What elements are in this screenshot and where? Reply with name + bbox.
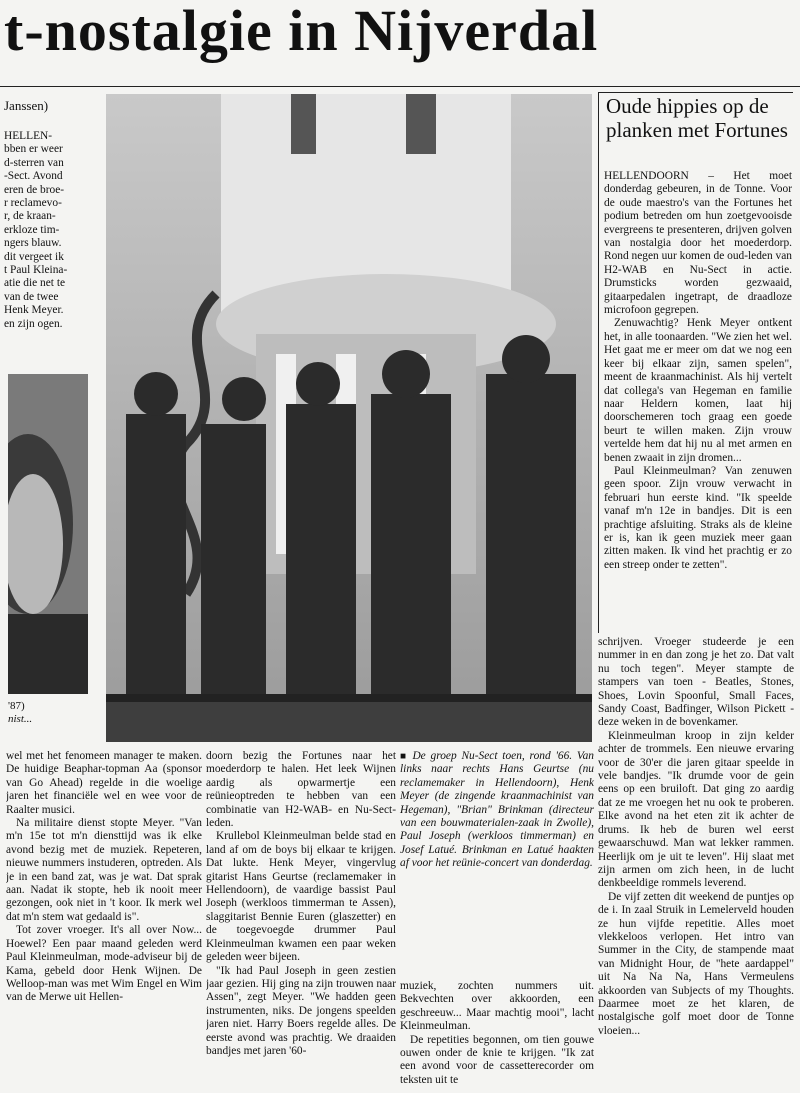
article-paragraph: De vijf zetten dit weekend de puntjes op de i. In zaal Struik in Lemelerveld houden ze hun vijfde repetitie. Alles moet vlekkeloos verlopen. Het intro van Summer in the City, de stampende maat van Midnight Hour, de "hete aardappel" uit Na Na Na, Hans Vermeulens akkoorden van Subjects of my Thoughts. Daarmee moet ze het klaren, de nostalgische golf moet door de Tonne vloeien... bbox=[598, 890, 794, 1037]
intro-line: t Paul Kleina- bbox=[4, 264, 68, 277]
intro-line: r reclamevo- bbox=[4, 197, 62, 210]
article-paragraph: schrijven. Vroeger studeerde je een nummer in en dan zong je het zo. Dat valt nu toch tegen". Meyer stampte de stampers van toen - Beatles, Stones, Shoes, Lovin Spoonful, Small Faces, Sandy Coast, Badfinger, Wilson Pickett - deze weken in de bovenkamer. bbox=[598, 636, 794, 729]
sidebar-paragraph: Zenuwachtig? Henk Meyer ontkent het, in alle toonaarden. "We zien het wel. Het gaat me er meer om dat we nog een keer bij elkaar zijn, samen spelen", meent de kraanmachinist. Als hij vertelt dat collega's van Hegeman en familie naar Heldern komen, laat hij doorschemeren toch graag een goede beurt te willen maken. Zijn vrouw vertelde hem dat hij nu al met armen en benen zwaait in zijn dromen... bbox=[604, 317, 792, 464]
intro-line: Henk Meyer. bbox=[4, 304, 64, 317]
photo-credit-line: '87) bbox=[8, 700, 25, 712]
article-paragraph: wel met het fenomeen manager te maken. De huidige Beaphar-topman Aa (sponsor van Go Ahead) regelde in die woelige jaren het financiële wel en wee voor de Raalter musici. bbox=[6, 750, 202, 816]
article-column-2 bbox=[206, 750, 396, 1088]
caption-marker-icon: ■ bbox=[400, 751, 413, 762]
portrait-photo bbox=[8, 374, 88, 694]
article-paragraph: Na militaire dienst stopte Meyer. "Van m'n 15e tot m'n diensttijd was ik elke avond bezig met de muziek. Repeteren, nieuwe nummers instuderen, optreden. Als je in een band zat, was je wat. Dat sprak aan. Nadat ik stopte, heb ik nooit meer gezongen, ook niet in 't koor. Ik merk wel dat m'n stem wat gedaald is". bbox=[6, 817, 202, 923]
sidebar-body bbox=[604, 170, 792, 630]
sidebar-paragraph: Paul Kleinmeulman? Van zenuwen geen spoor. Zijn vrouw verwacht in februari hun eerste kind. "Ik speelde vanaf m'n 12e in bandjes. Dit is een prachtige afsluiting. Straks als de kleine er is, kan ik geen muziek meer gaan zitten maken. Ik vind het prachtig er zo een streep onder te zetten". bbox=[604, 464, 792, 571]
article-column-4 bbox=[598, 636, 794, 1088]
intro-line: bben er weer bbox=[4, 143, 63, 156]
article-paragraph: Tot zover vroeger. It's all over Now... Hoewel? Een paar maand geleden werd Paul Kleinmeulman, mode-adviseur bij de Kama, gebeld door Henk Wijnen. De Welloop-man was met Wim Engel en Wim van de Merwe uit Hellen- bbox=[6, 924, 202, 1004]
article-paragraph: De repetities begonnen, om tien gouwe ouwen onder de knie te krijgen. "Ik zat een avond voor de cassetterecorder om teksten uit te bbox=[400, 1033, 594, 1086]
caption-text: De groep Nu-Sect toen, rond '66. Van links naar rechts Hans Geurtse (nu reclamemaker in Hellendoorn), Henk Meyer (de zingende kraanmachinist van Hegeman), "Brian" Brinkman (directeur van een bouwmaterialen-zaak in Zwolle), Paul Joseph (werkloos timmerman) en Josef Latué. Brinkman en Latué haakten af voor het reünie-concert van donderdag. bbox=[400, 750, 594, 870]
article-paragraph: doorn bezig the Fortunes naar het moederdorp te halen. Het leek Wijnen aardig als opwarmertje een reünieoptreden te hebben van een combinatie van H2-WAB- en Nu-Sect-leden. bbox=[206, 750, 396, 830]
intro-column bbox=[4, 130, 102, 370]
photo-credit bbox=[8, 700, 32, 726]
byline: Janssen) bbox=[4, 98, 49, 113]
band-photo-illustration bbox=[106, 94, 592, 742]
main-photo bbox=[106, 94, 592, 742]
intro-line: erkloze tim- bbox=[4, 223, 60, 236]
article-paragraph: Krullebol Kleinmeulman belde stad en land af om de boys bij elkaar te krijgen. Dat lukte. Henk Meyer, vingervlug gitarist Hans Geurtse (reclamemaker in Hellendoorn), de vaardige bassist Paul Joseph (werkloos timmerman te Assen), slaggitarist Bennie Euren (glaszetter) en de toegevoegde drummer Paul Kleinmeulman kwamen een paar weken geleden weer bijeen. bbox=[206, 830, 396, 964]
intro-line: ngers blauw. bbox=[4, 237, 62, 250]
sidebar-paragraph: HELLENDOORN – Het moet donderdag gebeuren, in de Tonne. Voor de oude maestro's van the Fortunes het podium betreden om hun zoetgevooisde evergreens te presenteren, drijven golven van nostalgia door het moederdorp. Rond negen uur komen de oud-leden van H2-WAB en Nu-Sect in actie. Drumsticks worden gezwaaid, gitaarpedalen ingetrapt, de draadloze microfoon gegrepen. bbox=[604, 170, 792, 317]
intro-line: eren de broe- bbox=[4, 183, 65, 196]
intro-line: en zijn ogen. bbox=[4, 317, 63, 330]
article-column-3 bbox=[400, 980, 594, 1088]
headline-rule bbox=[0, 86, 800, 87]
page-headline: t-nostalgie in Nijverdal bbox=[4, 0, 599, 63]
intro-line: d-sterren van bbox=[4, 156, 64, 169]
article-paragraph: muziek, zochten nummers uit. Bekvechten over akkoorden, een geschreeuw... Maar machtig mooi", lacht Kleinmeulman. bbox=[400, 980, 594, 1033]
intro-line: atie die net te bbox=[4, 277, 66, 290]
photo-credit-line: nist... bbox=[8, 713, 33, 725]
intro-line: HELLEN- bbox=[4, 130, 53, 142]
article-column-1 bbox=[6, 750, 202, 1088]
intro-line: -Sect. Avond bbox=[4, 170, 63, 183]
article-paragraph: "Ik had Paul Joseph in geen zestien jaar gezien. Hij ging na zijn trouwen naar Assen", zegt Meyer. "We hadden geen instrumenten, niks. De jongens speelden jaren niet. Harry Boers regelde alles. De eerste avond was prachtig. We draaiden bandjes met jaren '60- bbox=[206, 964, 396, 1057]
intro-line: van de twee bbox=[4, 290, 59, 303]
sidebar-title: Oude hippies op de planken met Fortunes bbox=[606, 94, 788, 142]
intro-line: dit vergeet ik bbox=[4, 250, 64, 263]
article-paragraph: Kleinmeulman kroop in zijn kelder achter de trommels. Een nieuwe ervaring voor de 30'er die jaren gitaar speelde in vele bandjes. "Ik drumde voor de gein eens op een bruiloft. Dat ging zo aardig dat ze me vroegen het nu ook te proberen. Elke avond na het eten zit ik achter de drums. Ik heb de buren wel eerst gewaarschuwd. Man wat lekker rammen. Heerlijk om je uit te leven". Hij slaat met zijn armen om zich heen, in de lucht denkbeeldige rommels leverend. bbox=[598, 729, 794, 890]
photo-caption bbox=[400, 750, 594, 871]
portrait-illustration bbox=[8, 374, 88, 694]
intro-line: r, de kraan- bbox=[4, 210, 56, 223]
